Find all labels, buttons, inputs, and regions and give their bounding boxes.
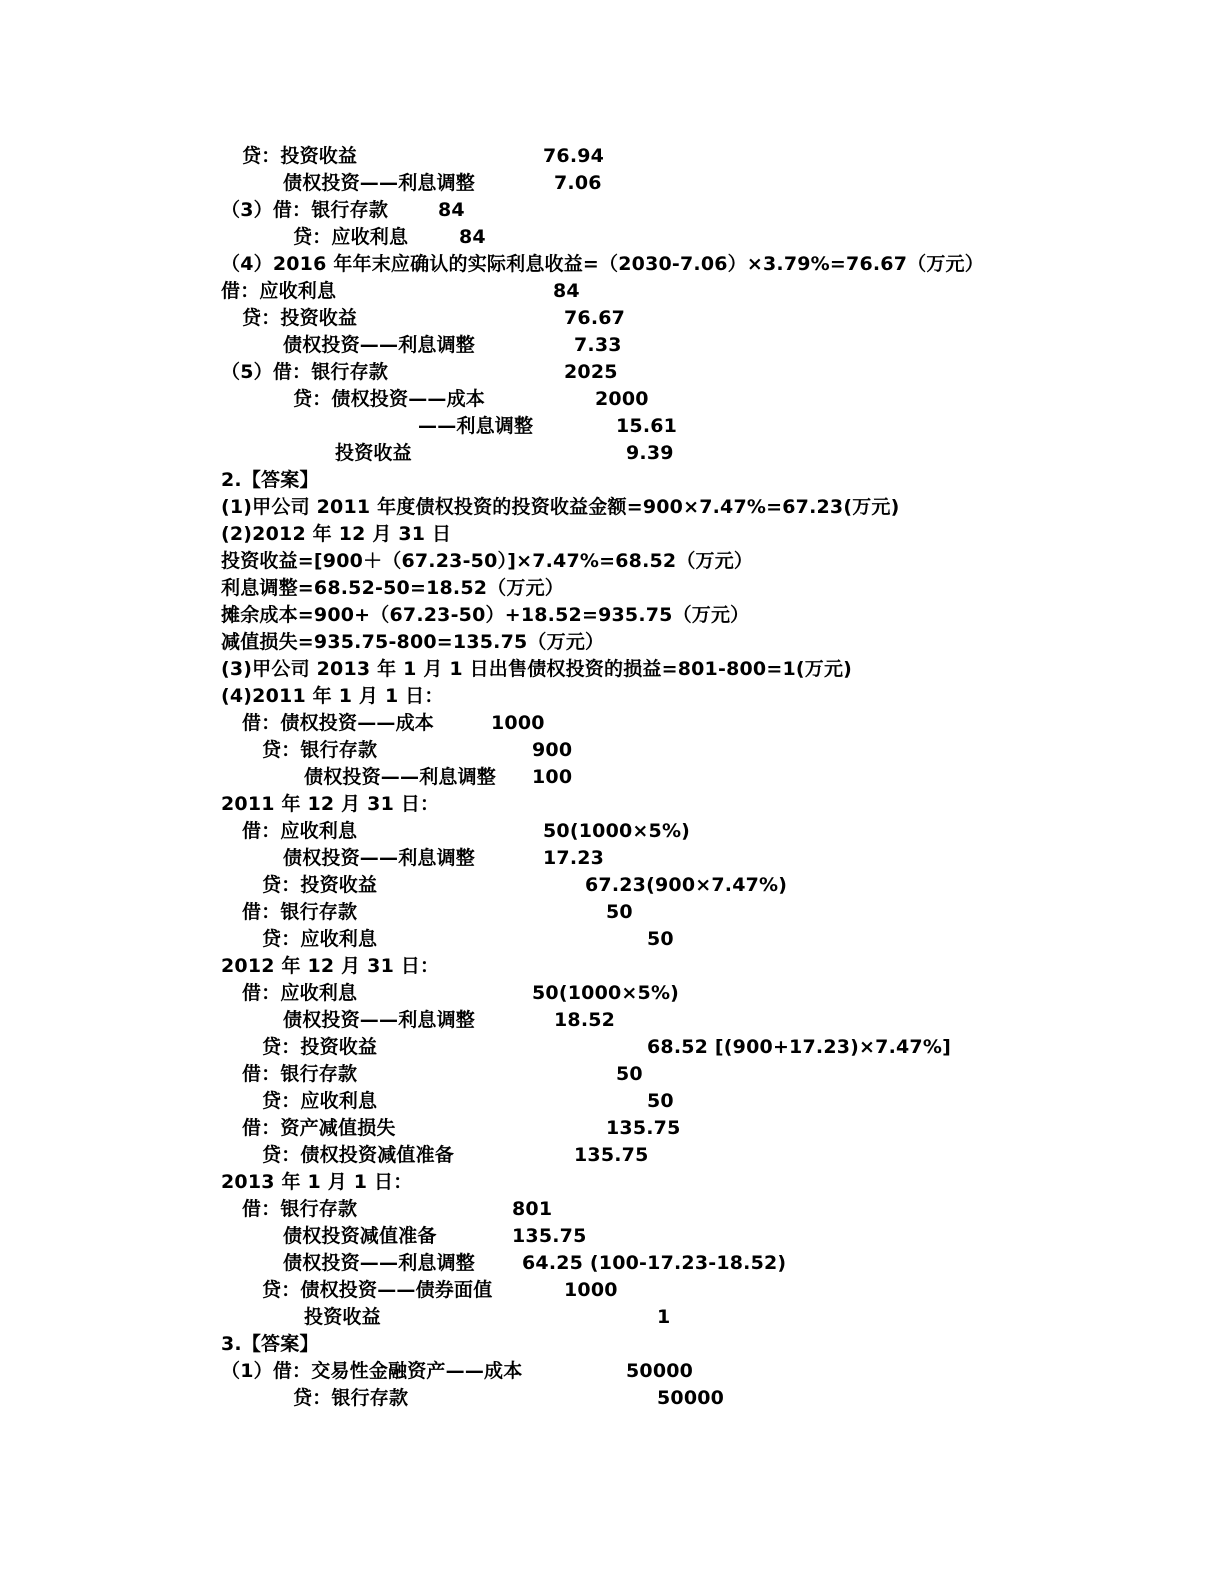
entry-text: 2.【答案】: [221, 469, 319, 491]
entry-amount: 67.23(900×7.47%): [585, 874, 788, 896]
entry-text: 投资收益: [304, 1306, 381, 1328]
entry-text: （3）借：银行存款: [221, 199, 389, 221]
entry-text: 贷：银行存款: [293, 1387, 409, 1409]
entry-amount: 50000: [626, 1360, 694, 1382]
entry-amount: 900: [532, 739, 573, 761]
entry-amount: 84: [438, 199, 465, 221]
entry-amount: 68.52 [(900+17.23)×7.47%]: [647, 1036, 951, 1058]
entry-amount: 84: [459, 226, 486, 248]
entry-text: 债权投资——利息调整: [283, 847, 476, 869]
entry-amount: 50: [647, 1090, 674, 1112]
entry-text: (4)2011 年 1 月 1 日：: [221, 685, 444, 707]
entry-amount: 801: [512, 1198, 553, 1220]
entry-text: 贷：应收利息: [262, 1090, 378, 1112]
entry-amount: 2000: [595, 388, 649, 410]
entry-text: （4）2016 年年末应确认的实际利息收益=（2030-7.06）×3.79%=76.67（万元）: [221, 253, 984, 275]
entry-text: （1）借：交易性金融资产——成本: [221, 1360, 523, 1382]
entry-text: 贷：应收利息: [262, 928, 378, 950]
entry-amount: 18.52: [554, 1009, 616, 1031]
entry-amount: 9.39: [626, 442, 674, 464]
entry-text: 债权投资——利息调整: [304, 766, 497, 788]
entry-amount: 135.75: [574, 1144, 649, 1166]
entry-amount: 17.23: [543, 847, 605, 869]
entry-text: 借：银行存款: [242, 1198, 358, 1220]
entry-text: (3)甲公司 2013 年 1 月 1 日出售债权投资的损益=801-800=1(万元): [221, 658, 853, 680]
entry-amount: 50: [606, 901, 633, 923]
entry-text: 贷：投资收益: [262, 874, 378, 896]
entry-amount: 1000: [564, 1279, 618, 1301]
entry-amount: 64.25 (100-17.23-18.52): [522, 1252, 787, 1274]
entry-text: 投资收益: [335, 442, 412, 464]
entry-amount: 7.06: [554, 172, 602, 194]
entry-text: 利息调整=68.52-50=18.52（万元）: [221, 577, 564, 599]
entry-amount: 15.61: [616, 415, 678, 437]
entry-text: 贷：银行存款: [262, 739, 378, 761]
entry-amount: 50(1000×5%): [543, 820, 691, 842]
entry-amount: 50(1000×5%): [532, 982, 680, 1004]
entry-amount: 100: [532, 766, 573, 788]
entry-text: 借：资产减值损失: [242, 1117, 396, 1139]
entry-text: 摊余成本=900+（67.23-50）+18.52=935.75（万元）: [221, 604, 750, 626]
entry-amount: 50: [647, 928, 674, 950]
entry-text: 贷：投资收益: [242, 307, 358, 329]
entry-text: (2)2012 年 12 月 31 日: [221, 523, 452, 545]
entry-amount: 135.75: [606, 1117, 681, 1139]
entry-text: 投资收益=[900＋（67.23-50）]×7.47%=68.52（万元）: [221, 550, 754, 572]
entry-amount: 84: [553, 280, 580, 302]
entry-text: 借：银行存款: [242, 901, 358, 923]
entry-text: 贷：债权投资——成本: [293, 388, 486, 410]
entry-text: 贷：投资收益: [262, 1036, 378, 1058]
entry-text: 贷：债权投资——债券面值: [262, 1279, 493, 1301]
entry-text: 3.【答案】: [221, 1333, 319, 1355]
entry-text: 借：银行存款: [242, 1063, 358, 1085]
entry-text: 减值损失=935.75-800=135.75（万元）: [221, 631, 605, 653]
entry-text: ——利息调整: [418, 415, 534, 437]
entry-amount: 7.33: [574, 334, 622, 356]
entry-amount: 1: [657, 1306, 671, 1328]
entry-text: 债权投资——利息调整: [283, 172, 476, 194]
entry-text: 借：应收利息: [221, 280, 337, 302]
entry-text: 债权投资——利息调整: [283, 1252, 476, 1274]
entry-text: 债权投资——利息调整: [283, 1009, 476, 1031]
entry-amount: 135.75: [512, 1225, 587, 1247]
entry-amount: 76.94: [543, 145, 605, 167]
entry-text: 2012 年 12 月 31 日：: [221, 955, 440, 977]
entry-text: 债权投资——利息调整: [283, 334, 476, 356]
entry-text: 2013 年 1 月 1 日：: [221, 1171, 413, 1193]
entry-text: （5）借：银行存款: [221, 361, 389, 383]
entry-text: 借：应收利息: [242, 982, 358, 1004]
entry-amount: 2025: [564, 361, 618, 383]
entry-amount: 50: [616, 1063, 643, 1085]
entry-text: 借：债权投资——成本: [242, 712, 435, 734]
entry-amount: 1000: [491, 712, 545, 734]
entry-text: 债权投资减值准备: [283, 1225, 437, 1247]
entry-amount: 50000: [657, 1387, 725, 1409]
entry-text: 贷：投资收益: [242, 145, 358, 167]
entry-text: (1)甲公司 2011 年度债权投资的投资收益金额=900×7.47%=67.23(万元): [221, 496, 900, 518]
entry-text: 贷：应收利息: [293, 226, 409, 248]
entry-amount: 76.67: [564, 307, 626, 329]
entry-text: 贷：债权投资减值准备: [262, 1144, 455, 1166]
entry-text: 2011 年 12 月 31 日：: [221, 793, 440, 815]
entry-text: 借：应收利息: [242, 820, 358, 842]
